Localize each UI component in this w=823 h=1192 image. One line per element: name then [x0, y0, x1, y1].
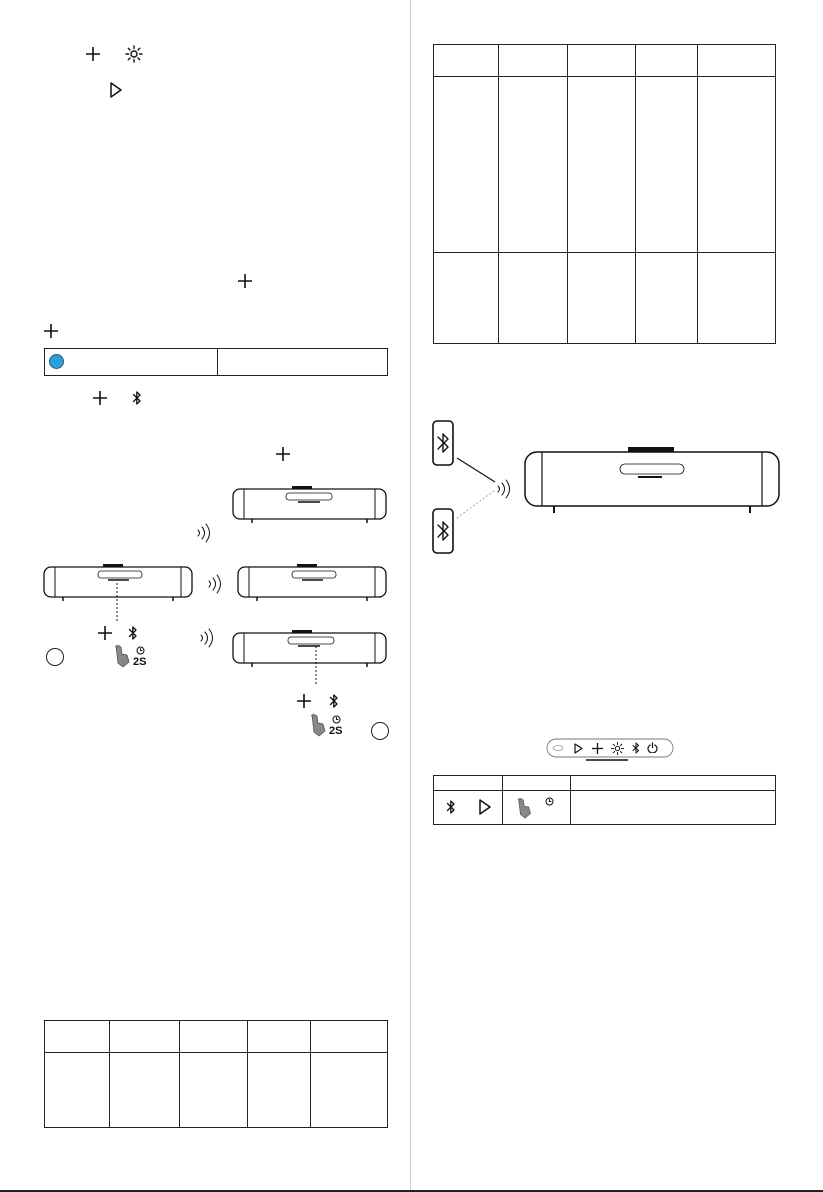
- table-cell: [636, 45, 698, 77]
- table-cell: [434, 253, 499, 344]
- table-cell: [110, 1053, 180, 1128]
- spec-table-right: [433, 44, 776, 344]
- play-icon: [109, 82, 123, 98]
- speaker-illustration: [232, 484, 387, 524]
- spec-table-left: [44, 1020, 388, 1128]
- led-indicator-blue: [49, 354, 64, 369]
- play-icon: [478, 799, 492, 815]
- table-cell: [499, 77, 568, 253]
- plus-icon: [276, 447, 290, 461]
- plus-icon: [44, 324, 58, 338]
- finger-press-icon: [308, 713, 330, 737]
- signal-waves-icon: [496, 478, 512, 500]
- signal-waves-icon: [196, 522, 212, 544]
- table-row: [434, 776, 776, 791]
- power-icon: [647, 742, 658, 753]
- phone-bluetooth-icon: [432, 420, 454, 466]
- connection-lines: [455, 456, 500, 522]
- table-row: [434, 253, 776, 344]
- bluetooth-icon: [128, 625, 138, 641]
- table-cell: [568, 253, 636, 344]
- signal-waves-icon: [207, 573, 223, 595]
- table-cell: [311, 1021, 388, 1053]
- table-row: [45, 1053, 388, 1128]
- plus-icon: [98, 626, 112, 640]
- plus-icon: [592, 743, 603, 754]
- finger-press-icon: [515, 797, 535, 819]
- table-cell: [180, 1053, 248, 1128]
- speaker-illustration: [237, 562, 387, 602]
- table-cell: [180, 1021, 248, 1053]
- table-cell: [503, 791, 571, 825]
- bluetooth-icon: [446, 799, 456, 815]
- table-cell: [698, 77, 776, 253]
- table-row: [434, 45, 776, 77]
- table-row: [45, 1021, 388, 1053]
- table-cell: [45, 1021, 110, 1053]
- table-cell: [45, 1053, 110, 1128]
- table-cell: [248, 1021, 311, 1053]
- table-cell: [499, 45, 568, 77]
- button-function-table: [433, 775, 776, 825]
- table-cell: [503, 776, 571, 791]
- bluetooth-icon: [132, 390, 142, 406]
- table-row: [434, 77, 776, 253]
- dotted-leader-line: [314, 646, 318, 686]
- play-icon: [574, 743, 583, 754]
- phone-bluetooth-icon: [432, 508, 454, 554]
- signal-waves-icon: [199, 627, 215, 649]
- dotted-leader-line: [115, 583, 119, 623]
- table-cell: [568, 77, 636, 253]
- bluetooth-icon: [329, 693, 339, 709]
- hold-duration-label: 2S: [133, 656, 147, 668]
- speaker-illustration: [524, 446, 780, 516]
- timer-icon: [136, 646, 145, 655]
- table-cell: [571, 776, 776, 791]
- table-row: [434, 791, 776, 825]
- speaker-illustration: [232, 628, 387, 668]
- table-cell: [698, 45, 776, 77]
- page-divider: [410, 0, 411, 1192]
- table-cell: [499, 253, 568, 344]
- plus-icon: [86, 47, 100, 61]
- table-cell: [571, 791, 776, 825]
- finger-press-icon: [112, 644, 134, 668]
- bluetooth-icon: [632, 742, 640, 754]
- step-circle: [46, 648, 64, 666]
- table-cell: [434, 45, 499, 77]
- timer-icon: [545, 797, 554, 806]
- timer-icon: [332, 715, 341, 724]
- plus-icon: [238, 274, 252, 288]
- table-cell: [110, 1021, 180, 1053]
- plus-icon: [93, 391, 107, 405]
- step-circle: [371, 722, 389, 740]
- table-row: [45, 349, 388, 376]
- table-cell: [248, 1053, 311, 1128]
- brightness-icon: [611, 742, 624, 755]
- hold-duration-label: 2S: [329, 725, 343, 737]
- table-cell: [434, 791, 503, 825]
- table-cell: [434, 776, 503, 791]
- table-cell: [434, 77, 499, 253]
- table-cell: [311, 1053, 388, 1128]
- brightness-icon: [125, 45, 143, 63]
- table-cell: [636, 253, 698, 344]
- table-cell: [45, 349, 218, 376]
- table-cell: [636, 77, 698, 253]
- table-cell: [698, 253, 776, 344]
- table-cell: [218, 349, 388, 376]
- table-cell: [568, 45, 636, 77]
- led-status-table: [44, 348, 388, 376]
- plus-icon: [297, 694, 311, 708]
